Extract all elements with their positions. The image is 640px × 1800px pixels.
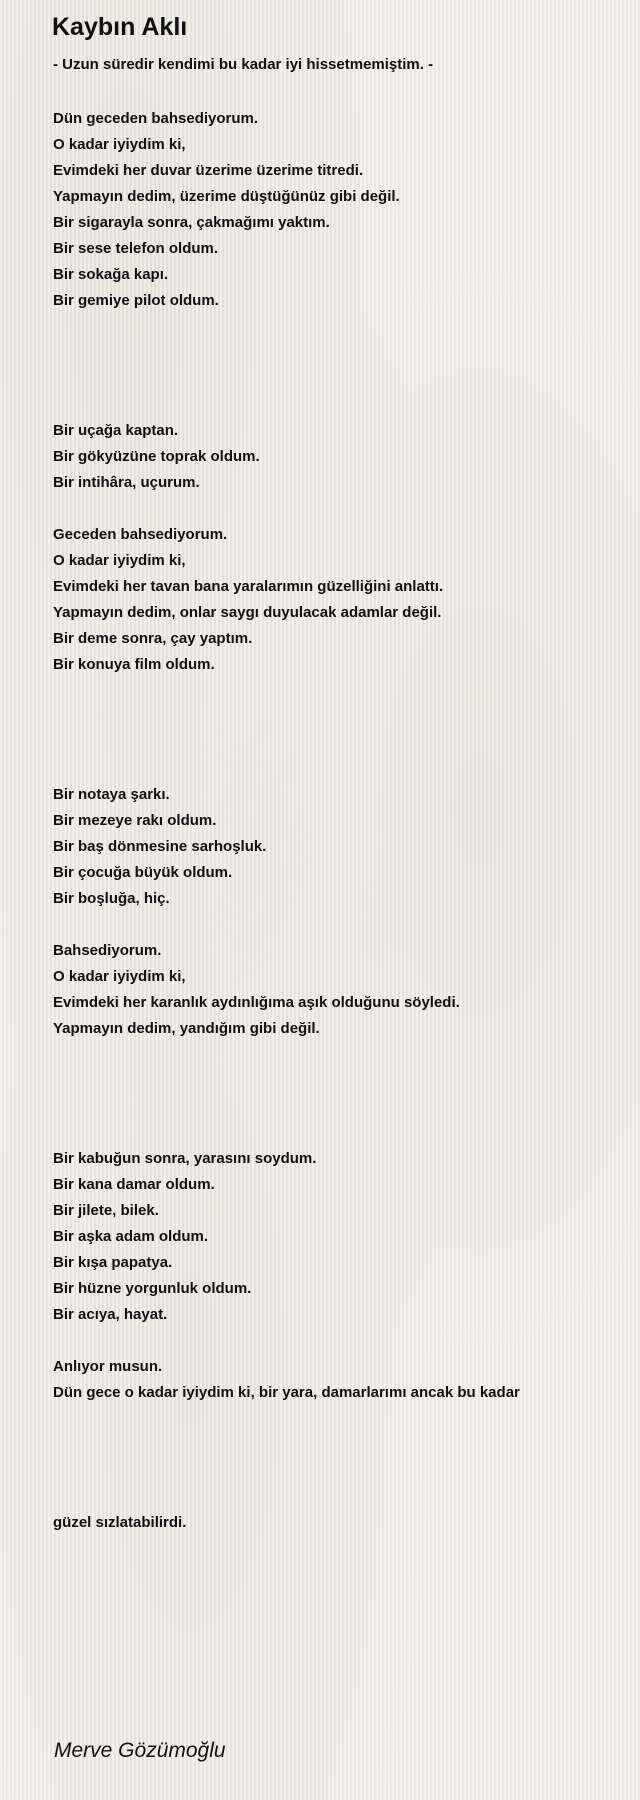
stanza-gap: [53, 1406, 613, 1510]
poem-author: Merve Gözümoğlu: [54, 1739, 226, 1762]
poem-line: güzel sızlatabilirdi.: [53, 1514, 187, 1531]
poem-line: O kadar iyiydim ki,: [53, 968, 186, 985]
poem-line: Bir kana damar oldum.: [53, 1176, 215, 1193]
poem-title: Kaybın Aklı: [52, 13, 188, 41]
stanza-7: [53, 1354, 613, 1406]
poem-line: Bir aşka adam oldum.: [53, 1228, 209, 1245]
poem-line: Bir jilete, bilek.: [53, 1202, 159, 1219]
poem-line: Bir acıya, hayat.: [53, 1306, 168, 1323]
poem-line: Bir deme sonra, çay yaptım.: [53, 630, 253, 647]
poem-line: Bir notaya şarkı.: [53, 786, 170, 803]
poem-line: Bir gemiye pilot oldum.: [53, 292, 219, 309]
poem-line: Bir gökyüzüne toprak oldum.: [53, 448, 260, 465]
poem-line: Bir konuya film oldum.: [53, 656, 215, 673]
poem-line: Bir mezeye rakı oldum.: [53, 812, 217, 829]
stanza-gap: [53, 912, 613, 938]
poem-line: Yapmayın dedim, yandığım gibi değil.: [53, 1020, 320, 1037]
poem-line: Yapmayın dedim, onlar saygı duyulacak adamlar değil.: [53, 604, 442, 621]
stanza-gap: [53, 1328, 613, 1354]
poem-line: Bir hüzne yorgunluk oldum.: [53, 1280, 252, 1297]
stanza-gap: [53, 496, 613, 522]
poem-line: O kadar iyiydim ki,: [53, 552, 186, 569]
poem-subtitle: - Uzun süredir kendimi bu kadar iyi hissetmemiştim. -: [53, 56, 434, 73]
poem-line: Bir sese telefon oldum.: [53, 240, 219, 257]
stanza-gap: [53, 314, 613, 418]
stanza-gap: [53, 1042, 613, 1146]
poem-line: Bir intihâra, uçurum.: [53, 474, 200, 491]
poem-line: Bir uçağa kaptan.: [53, 422, 179, 439]
poem-line: O kadar iyiydim ki,: [53, 136, 186, 153]
poem-line: Bir sokağa kapı.: [53, 266, 169, 283]
poem-line: Bir kışa papatya.: [53, 1254, 173, 1271]
stanza-2: [53, 418, 613, 496]
stanza-8: [53, 1510, 613, 1536]
poem-line: Evimdeki her tavan bana yaralarımın güzelliğini anlattı.: [53, 578, 444, 595]
stanza-1: [53, 106, 613, 314]
stanza-3: [53, 522, 613, 678]
poem-line: Geceden bahsediyorum.: [53, 526, 228, 543]
stanza-5: [53, 938, 613, 1042]
poem-line: Yapmayın dedim, üzerime düştüğünüz gibi değil.: [53, 188, 400, 205]
poem-line: Bir sigarayla sonra, çakmağımı yaktım.: [53, 214, 330, 231]
stanza-4: [53, 782, 613, 912]
stanza-gap: [53, 678, 613, 782]
poem-line: Dün gece o kadar iyiydim ki, bir yara, damarlarımı ancak bu kadar: [53, 1384, 520, 1401]
poem-line: Bahsediyorum.: [53, 942, 162, 959]
poem-line: Evimdeki her duvar üzerime üzerime titredi.: [53, 162, 364, 179]
poem-line: Anlıyor musun.: [53, 1358, 163, 1375]
poem-line: Evimdeki her karanlık aydınlığıma aşık olduğunu söyledi.: [53, 994, 460, 1011]
poem-line: Bir çocuğa büyük oldum.: [53, 864, 233, 881]
poem-line: Dün geceden bahsediyorum.: [53, 110, 259, 127]
poem-line: Bir boşluğa, hiç.: [53, 890, 170, 907]
poem-line: Bir kabuğun sonra, yarasını soydum.: [53, 1150, 317, 1167]
poem-body: [53, 106, 613, 1536]
poem-line: Bir baş dönmesine sarhoşluk.: [53, 838, 267, 855]
stanza-6: [53, 1146, 613, 1328]
